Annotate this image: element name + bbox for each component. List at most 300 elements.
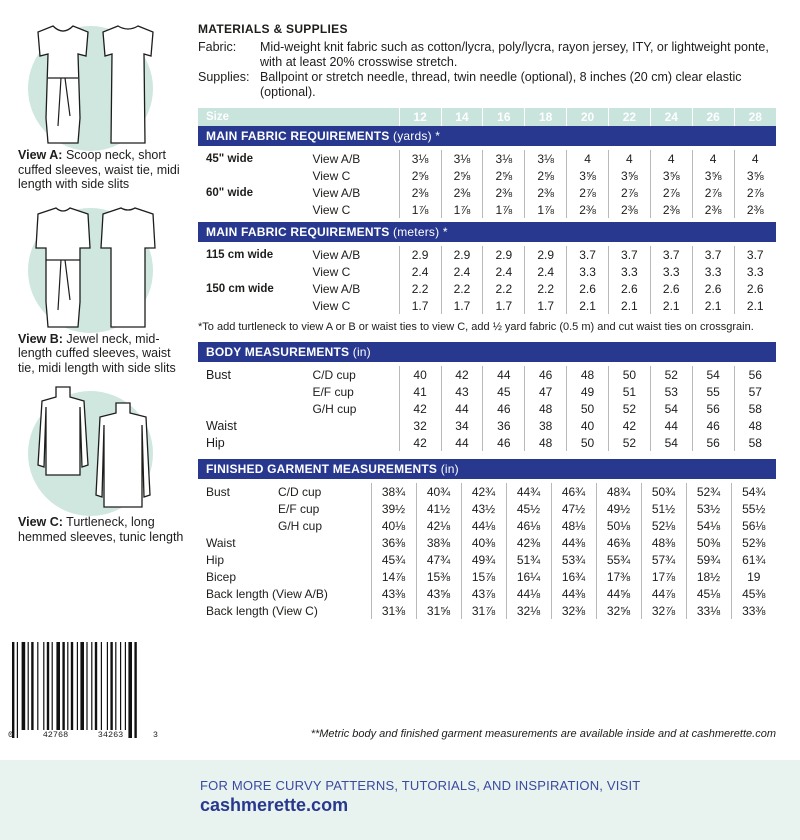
materials-title: MATERIALS & SUPPLIES	[198, 22, 348, 36]
cell-value: 2⅜	[734, 201, 776, 218]
cell-value: 48	[525, 400, 567, 417]
cell-value: 47	[525, 383, 567, 400]
cell-value: 2.9	[441, 246, 483, 263]
turtleneck-note: *To add turtleneck to view A or B or waist ties to view C, add ½ yard fabric (0.5 m) and cut waist ties on crossgrain.	[198, 321, 754, 333]
cell-value: 2⅝	[525, 167, 567, 184]
cell-value: 48⅜	[641, 534, 686, 551]
cell-value: 58	[734, 434, 776, 451]
cell-value: 2.1	[692, 297, 734, 314]
cell-value: 3⅝	[692, 167, 734, 184]
cell-value: 2⅞	[734, 184, 776, 201]
cell-value: 40¾	[416, 483, 461, 500]
row-sublabel: View C	[312, 202, 351, 217]
barcode-bar	[86, 642, 87, 730]
row-label: 115 cm wide	[206, 248, 274, 261]
cell-value: 3.3	[608, 263, 650, 280]
cell-value: 44	[441, 400, 483, 417]
cell-value: 2⅝	[399, 167, 441, 184]
cell-value: 45	[483, 383, 525, 400]
cell-value: 4	[650, 150, 692, 167]
cell-value: 42	[399, 434, 441, 451]
cell-value: 2.6	[608, 280, 650, 297]
cell-value: 3⅛	[441, 150, 483, 167]
main-fabric-yards-header-title: MAIN FABRIC REQUIREMENTS	[206, 129, 390, 143]
cell-value: 61¾	[731, 551, 776, 568]
cell-value: 3⅝	[734, 167, 776, 184]
cell-value: 32	[399, 417, 441, 434]
finished-measurements-header-unit: (in)	[440, 462, 459, 476]
cell-value: 54⅛	[686, 517, 731, 534]
cell-value: 50	[567, 434, 609, 451]
supplies-label: Supplies:	[198, 70, 250, 84]
cell-value: 1⅞	[483, 201, 525, 218]
table-row	[198, 417, 776, 434]
measure-label: Bust	[206, 484, 231, 499]
cell-value: 3.7	[650, 246, 692, 263]
barcode-bar	[47, 642, 49, 730]
cell-value: 56⅛	[731, 517, 776, 534]
cell-value: 44	[441, 434, 483, 451]
cell-value: 1.7	[483, 297, 525, 314]
body-measurements-header-title: BODY MEASUREMENTS	[206, 345, 350, 359]
cell-value: 43⅞	[461, 585, 506, 602]
cell-value: 53	[650, 383, 692, 400]
cell-value: 2.9	[525, 246, 567, 263]
cell-value: 52⅛	[641, 517, 686, 534]
view-a	[18, 18, 188, 192]
cell-value: 41	[399, 383, 441, 400]
row-sublabel	[308, 417, 399, 434]
dress-b-icon	[18, 202, 158, 330]
cell-value: 46	[483, 400, 525, 417]
row-sublabel: G/H cup	[312, 401, 357, 416]
footer-banner	[0, 760, 800, 840]
cell-value: 2.6	[567, 280, 609, 297]
cell-value: 54	[692, 366, 734, 383]
table-row	[198, 167, 776, 184]
cell-value: 56	[692, 434, 734, 451]
cell-value: 47½	[551, 500, 596, 517]
row-label	[198, 201, 308, 218]
row-label: Waist	[206, 418, 237, 433]
cell-value: 44⅞	[641, 585, 686, 602]
footer-tagline: FOR MORE CURVY PATTERNS, TUTORIALS, AND INSPIRATION, VISIT	[200, 778, 641, 793]
cell-value: 46	[525, 366, 567, 383]
cell-value: 2.1	[734, 297, 776, 314]
cell-value: 46	[692, 417, 734, 434]
cell-value: 39½	[371, 500, 416, 517]
cup-label: C/D cup	[278, 484, 322, 499]
cell-value: 50¾	[641, 483, 686, 500]
metric-note: **Metric body and finished garment measurements are available inside and at cashmerette.com	[310, 728, 776, 740]
cell-value: 2.4	[441, 263, 483, 280]
cell-value: 3.7	[734, 246, 776, 263]
row-sublabel: View A/B	[312, 151, 361, 166]
view-b-caption: View B: Jewel neck, mid-length cuffed sleeves, waist tie, midi length with side slits	[18, 331, 176, 375]
cell-value: 2⅞	[650, 184, 692, 201]
cell-value: 3.3	[734, 263, 776, 280]
cell-value: 3⅝	[608, 167, 650, 184]
cell-value: 49	[567, 383, 609, 400]
cell-value: 4	[567, 150, 609, 167]
barcode-bar	[107, 642, 108, 730]
cell-value: 42	[399, 400, 441, 417]
row-label	[198, 585, 371, 602]
cell-value: 32⅝	[596, 602, 641, 619]
cell-value: 50	[567, 400, 609, 417]
cell-value: 32⅞	[641, 602, 686, 619]
cell-value: 3.3	[650, 263, 692, 280]
cell-value: 2.4	[483, 263, 525, 280]
cell-value: 43	[441, 383, 483, 400]
view-c-illustration	[18, 385, 158, 513]
body-measurements-table	[198, 342, 776, 451]
cell-value: 2.4	[525, 263, 567, 280]
cell-value: 44¾	[506, 483, 551, 500]
cell-value: 4	[692, 150, 734, 167]
cell-value: 42	[608, 417, 650, 434]
barcode-bar	[71, 642, 73, 730]
size-col-header: 28	[734, 108, 776, 126]
view-b	[18, 202, 188, 376]
row-label	[198, 568, 371, 585]
cell-value: 49½	[596, 500, 641, 517]
row-label	[198, 500, 371, 517]
cell-value: 58	[734, 400, 776, 417]
row-label	[198, 602, 371, 619]
cell-value: 19	[731, 568, 776, 585]
cell-value: 57	[734, 383, 776, 400]
cell-value: 1.7	[525, 297, 567, 314]
row-sublabel: View C	[312, 298, 351, 313]
table-row	[198, 517, 776, 534]
cell-value: 3.7	[692, 246, 734, 263]
cell-value: 46⅛	[506, 517, 551, 534]
cell-value: 31⅞	[461, 602, 506, 619]
cell-value: 53½	[686, 500, 731, 517]
cell-value: 44⅜	[551, 585, 596, 602]
cell-value: 46	[483, 434, 525, 451]
dress-c-icon	[18, 385, 158, 513]
cell-value: 38⅜	[416, 534, 461, 551]
fabric-text: Mid-weight knit fabric such as cotton/lycra, poly/lycra, rayon jersey, ITY, or lightweight ponte, with at least 20% crosswise stretch.	[260, 40, 769, 69]
cell-value: 43½	[461, 500, 506, 517]
cell-value: 44	[650, 417, 692, 434]
footer-website-link[interactable]: cashmerette.com	[200, 795, 349, 815]
cell-value: 2⅜	[567, 201, 609, 218]
cell-value: 55½	[731, 500, 776, 517]
size-col-header: 14	[441, 108, 483, 126]
table-row	[198, 246, 776, 263]
cell-value: 1⅞	[525, 201, 567, 218]
barcode-bar	[110, 642, 112, 730]
table-row	[198, 568, 776, 585]
cell-value: 40⅛	[371, 517, 416, 534]
barcode-bar	[101, 642, 102, 730]
table-row	[198, 585, 776, 602]
row-label	[198, 167, 308, 184]
cell-value: 45⅛	[686, 585, 731, 602]
cell-value: 48⅛	[551, 517, 596, 534]
cell-value: 52	[650, 366, 692, 383]
cell-value: 2.6	[734, 280, 776, 297]
table-row	[198, 483, 776, 500]
cell-value: 47¾	[416, 551, 461, 568]
barcode-bar	[28, 642, 29, 730]
row-label: 150 cm wide	[206, 282, 274, 295]
cell-value: 2⅞	[567, 184, 609, 201]
table-row	[198, 201, 776, 218]
cell-value: 54	[650, 434, 692, 451]
row-label: 45" wide	[206, 152, 253, 165]
row-sublabel: C/D cup	[312, 367, 356, 382]
main-fabric-yards-header	[198, 126, 776, 146]
row-sublabel: View A/B	[312, 247, 361, 262]
barcode-bar	[31, 642, 33, 730]
finished-measurements-header-title: FINISHED GARMENT MEASUREMENTS	[206, 462, 438, 476]
barcode-bar	[134, 642, 136, 738]
cell-value: 46⅜	[596, 534, 641, 551]
cell-value: 3.7	[567, 246, 609, 263]
view-a-caption: View A: Scoop neck, short cuffed sleeves, waist tie, midi length with side slits	[18, 148, 180, 191]
row-label	[198, 400, 308, 417]
cell-value: 42	[441, 366, 483, 383]
cell-value: 48¾	[596, 483, 641, 500]
cell-value: 2.1	[608, 297, 650, 314]
table-row	[198, 400, 776, 417]
cell-value: 52⅜	[731, 534, 776, 551]
barcode-digit-0: 0	[8, 730, 14, 740]
barcode-bar	[115, 642, 116, 730]
barcode-bar	[22, 642, 26, 730]
cell-value: 3⅝	[650, 167, 692, 184]
barcode-bar	[120, 642, 121, 730]
cell-value: 31⅜	[371, 602, 416, 619]
row-sublabel: View A/B	[312, 281, 361, 296]
cell-value: 40	[399, 366, 441, 383]
cell-value: 36	[483, 417, 525, 434]
cell-value: 38	[525, 417, 567, 434]
cell-value: 31⅝	[416, 602, 461, 619]
measure-label: Waist	[206, 535, 236, 550]
fabric-label: Fabric:	[198, 40, 237, 54]
row-label	[198, 383, 308, 400]
cell-value: 56	[692, 400, 734, 417]
cell-value: 33⅜	[731, 602, 776, 619]
cell-value: 2⅜	[441, 184, 483, 201]
cell-value: 16¼	[506, 568, 551, 585]
cell-value: 2⅜	[483, 184, 525, 201]
main-fabric-meters-header-unit: (meters) *	[393, 225, 448, 239]
cell-value: 52	[608, 400, 650, 417]
cell-value: 2.9	[399, 246, 441, 263]
cell-value: 2.1	[650, 297, 692, 314]
cell-value: 51½	[641, 500, 686, 517]
view-c-caption: View C: Turtleneck, long hemmed sleeves, tunic length	[18, 515, 184, 544]
cell-value: 2⅜	[650, 201, 692, 218]
cell-value: 50	[608, 366, 650, 383]
cell-value: 2⅞	[692, 184, 734, 201]
size-col-header: 18	[525, 108, 567, 126]
cell-value: 1⅞	[399, 201, 441, 218]
cell-value: 42⅜	[506, 534, 551, 551]
cell-value: 2⅜	[399, 184, 441, 201]
cell-value: 3.3	[692, 263, 734, 280]
row-label	[198, 297, 308, 314]
row-sublabel: View C	[312, 168, 351, 183]
cell-value: 15⅜	[416, 568, 461, 585]
body-measurements-header	[198, 342, 776, 362]
requirements-column	[198, 22, 776, 619]
cell-value: 48	[567, 366, 609, 383]
barcode-digit-2: 34263	[97, 730, 124, 740]
cell-value: 3.3	[567, 263, 609, 280]
cell-value: 42⅛	[416, 517, 461, 534]
cell-value: 50⅛	[596, 517, 641, 534]
row-sublabel	[308, 434, 399, 451]
table-row	[198, 602, 776, 619]
size-col-header: 26	[692, 108, 734, 126]
table-row	[198, 551, 776, 568]
measure-label: Hip	[206, 552, 225, 567]
cell-value: 56	[734, 366, 776, 383]
table-row	[198, 184, 776, 201]
dress-a-icon	[18, 18, 158, 146]
cell-value: 2.4	[399, 263, 441, 280]
cell-value: 2.1	[567, 297, 609, 314]
size-header-row	[198, 108, 776, 126]
cell-value: 42¾	[461, 483, 506, 500]
cell-value: 2.6	[650, 280, 692, 297]
cell-value: 54¾	[731, 483, 776, 500]
row-label	[198, 534, 371, 551]
cell-value: 3⅝	[567, 167, 609, 184]
row-sublabel: View C	[312, 264, 351, 279]
cell-value: 40⅜	[461, 534, 506, 551]
barcode-bar	[52, 642, 53, 730]
row-label	[198, 551, 371, 568]
cell-value: 1.7	[441, 297, 483, 314]
cell-value: 2.2	[399, 280, 441, 297]
row-label	[198, 483, 371, 500]
barcode-bar	[91, 642, 92, 730]
measure-label: Back length (View A/B)	[206, 586, 328, 601]
cell-value: 34	[441, 417, 483, 434]
cell-value: 17⅞	[641, 568, 686, 585]
cell-value: 18½	[686, 568, 731, 585]
row-label: Bust	[206, 367, 232, 382]
barcode-bar	[56, 642, 60, 730]
table-row	[198, 150, 776, 167]
view-b-illustration	[18, 202, 158, 330]
cell-value: 33⅛	[686, 602, 731, 619]
view-c	[18, 385, 188, 544]
cell-value: 2.6	[692, 280, 734, 297]
row-sublabel: View A/B	[312, 185, 361, 200]
main-fabric-meters-header-title: MAIN FABRIC REQUIREMENTS	[206, 225, 390, 239]
table-row	[198, 500, 776, 517]
cell-value: 3⅛	[399, 150, 441, 167]
cell-value: 51¾	[506, 551, 551, 568]
cell-value: 49¾	[461, 551, 506, 568]
cell-value: 43⅜	[371, 585, 416, 602]
barcode-bar	[62, 642, 64, 730]
cell-value: 36⅜	[371, 534, 416, 551]
cell-value: 44⅛	[461, 517, 506, 534]
table-row	[198, 383, 776, 400]
finished-measurements-header	[198, 459, 776, 479]
cell-value: 2⅝	[483, 167, 525, 184]
views-column	[18, 18, 188, 554]
cell-value: 57¾	[641, 551, 686, 568]
barcode-bar	[128, 642, 132, 738]
cell-value: 32⅛	[506, 602, 551, 619]
cell-value: 2⅜	[608, 201, 650, 218]
cell-value: 44⅝	[596, 585, 641, 602]
table-row	[198, 534, 776, 551]
cell-value: 59¾	[686, 551, 731, 568]
row-label	[198, 517, 371, 534]
cell-value: 16¾	[551, 568, 596, 585]
table-row	[198, 263, 776, 280]
barcode-bar	[80, 642, 84, 730]
main-fabric-meters-header	[198, 222, 776, 242]
size-col-header: 20	[567, 108, 609, 126]
cell-value: 53¾	[551, 551, 596, 568]
cell-value: 3.7	[608, 246, 650, 263]
barcode-digits	[8, 730, 158, 740]
cell-value: 45½	[506, 500, 551, 517]
cell-value: 2.9	[483, 246, 525, 263]
finished-garment-table	[198, 459, 776, 619]
view-a-illustration	[18, 18, 158, 146]
table-row	[198, 280, 776, 297]
barcode-bar	[17, 642, 18, 738]
cell-value: 44⅛	[506, 585, 551, 602]
cell-value: 52¾	[686, 483, 731, 500]
main-fabric-yards-header-unit: (yards) *	[393, 129, 441, 143]
size-col-header: 12	[399, 108, 441, 126]
cell-value: 2⅜	[692, 201, 734, 218]
cell-value: 38¾	[371, 483, 416, 500]
cell-value: 2.2	[483, 280, 525, 297]
cell-value: 44⅜	[551, 534, 596, 551]
cell-value: 54	[650, 400, 692, 417]
cell-value: 2⅜	[525, 184, 567, 201]
cell-value: 2.2	[525, 280, 567, 297]
cell-value: 3⅛	[483, 150, 525, 167]
barcode-bar	[43, 642, 44, 730]
cup-label: G/H cup	[278, 518, 323, 533]
table-row	[198, 366, 776, 383]
cell-value: 40	[567, 417, 609, 434]
cell-value: 50⅜	[686, 534, 731, 551]
measure-label: Back length (View C)	[206, 603, 318, 618]
size-col-header: 22	[608, 108, 650, 126]
cell-value: 3⅛	[525, 150, 567, 167]
cell-value: 1.7	[399, 297, 441, 314]
size-col-header: 24	[650, 108, 692, 126]
cell-value: 55¾	[596, 551, 641, 568]
measure-label: Bicep	[206, 569, 237, 584]
cell-value: 15⅞	[461, 568, 506, 585]
cell-value: 48	[525, 434, 567, 451]
cell-value: 4	[608, 150, 650, 167]
cell-value: 52	[608, 434, 650, 451]
barcode-bar	[95, 642, 97, 730]
size-label: Size	[198, 108, 308, 126]
cell-value: 44	[483, 366, 525, 383]
